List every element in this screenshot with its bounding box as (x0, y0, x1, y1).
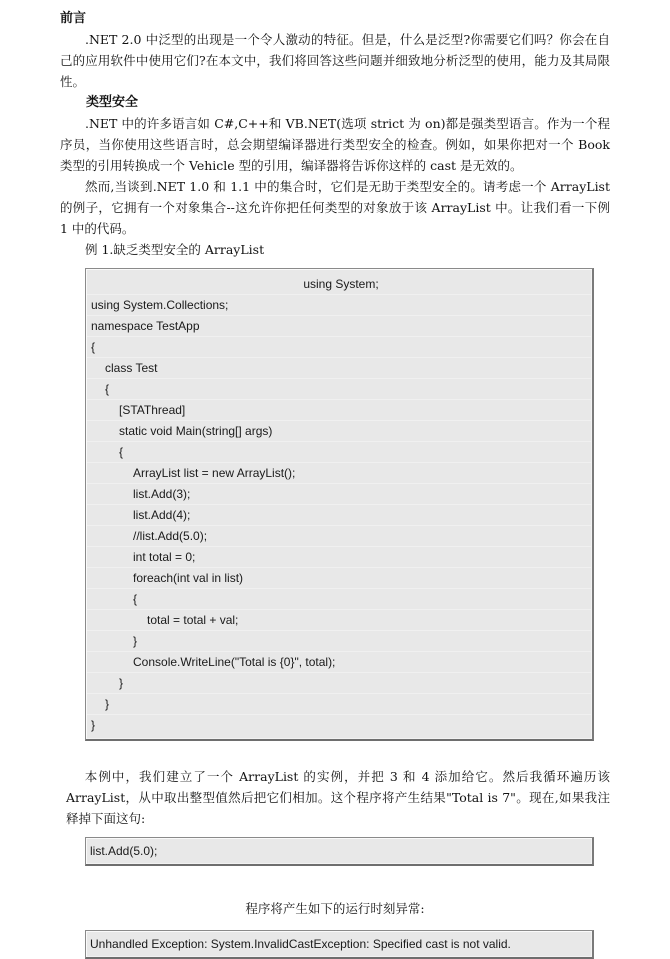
code-snippet-list-add: list.Add(5.0); (85, 837, 594, 866)
code-line: } (91, 718, 96, 732)
code-listing-example-1 (85, 268, 594, 741)
code-line: list.Add(3); (87, 484, 591, 505)
paragraph-intro: .NET 2.0 中泛型的出现是一个令人激动的特征。但是，什么是泛型?你需要它们吗？你会在自己的应用软件中使用它们?在本文中，我们将回答这些问题并细致地分析泛型的使用，能力及其局限性。 (60, 32, 610, 89)
code-line: Console.WriteLine("Total is {0}", total); (87, 652, 591, 673)
code-line: namespace TestApp (87, 316, 591, 337)
code-line: //list.Add(5.0); (87, 526, 591, 547)
code-line: [STAThread] (87, 400, 591, 421)
paragraph-explanation: 本例中，我们建立了一个 ArrayList 的实例，并把 3 和 4 添加给它。然后我循环遍历该 ArrayList，从中取出整型值然后把它们相加。这个程序将产生结果"Total is 7"。现在,如果我注释掉下面这句: (66, 769, 610, 826)
paragraph-type-safety-1: .NET 中的许多语言如 C#,C++和 VB.NET(选项 strict 为 on)都是强类型语言。作为一个程序员，当你使用这些语言时，总会期望编译器进行类型安全的检查。例如，如果你把对一个 Book 类型的引用转换成一个 Vehicle 型的引用，编译器将告诉你这样的 cast 是无效的。 (60, 116, 610, 173)
code-line: total = total + val; (87, 610, 591, 631)
code-line: foreach(int val in list) (87, 568, 591, 589)
code-line: { (87, 589, 591, 610)
code-line: using System; (87, 274, 591, 295)
code-line: ArrayList list = new ArrayList(); (87, 463, 591, 484)
code-line: int total = 0; (87, 547, 591, 568)
example-1-caption: 例 1.缺乏类型安全的 ArrayList (85, 242, 265, 257)
code-snippet-exception: Unhandled Exception: System.InvalidCastException: Specified cast is not valid. (85, 930, 594, 959)
paragraph-type-safety-2: 然而,当谈到.NET 1.0 和 1.1 中的集合时，它们是无助于类型安全的。请考虑一个 ArrayList 的例子，它拥有一个对象集合--这允许你把任何类型的对象放于该 ArrayList 中。让我们看一下例 1 中的代码。 (60, 179, 610, 236)
code-line: { (87, 337, 591, 358)
code-line: static void Main(string[] args) (87, 421, 591, 442)
code-line: { (87, 379, 591, 400)
code-line: class Test (87, 358, 591, 379)
section-heading-foreword: 前言 (60, 11, 87, 26)
section-heading-type-safety: 类型安全 (86, 95, 139, 110)
code-line: using System.Collections; (87, 295, 591, 316)
runtime-exception-note: 程序将产生如下的运行时刻异常: (245, 901, 425, 916)
code-line: } (87, 631, 591, 652)
code-line: } (87, 694, 591, 715)
code-line: list.Add(4); (87, 505, 591, 526)
code-line: { (87, 442, 591, 463)
code-line: } (87, 673, 591, 694)
